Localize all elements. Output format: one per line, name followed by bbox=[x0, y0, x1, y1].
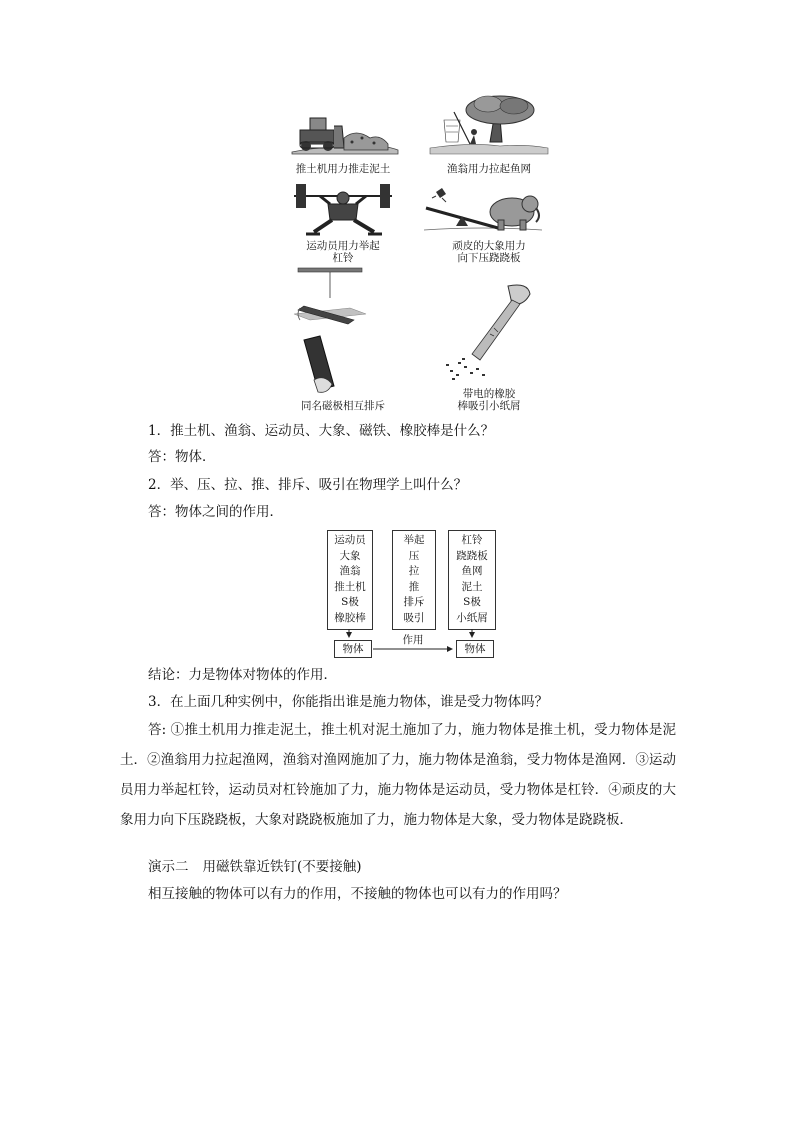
diagram-object-item: S极 bbox=[463, 596, 481, 609]
demo-label: 演示二 bbox=[148, 859, 189, 875]
weightlifter-illustration bbox=[290, 182, 396, 238]
bulldozer-caption: 推土机用力推走泥土 bbox=[295, 163, 391, 175]
fisherman-illustration bbox=[430, 92, 548, 156]
diagram-object-item: 小纸屑 bbox=[456, 611, 488, 624]
diagram-subject-item: 运动员 bbox=[334, 534, 366, 546]
charged-rod-illustration bbox=[438, 282, 534, 382]
diagram-right-object-box: 物体 bbox=[456, 640, 494, 658]
elephant-seesaw-illustration bbox=[422, 186, 544, 236]
answer-2: 答：物体之间的作用． bbox=[148, 504, 283, 520]
bulldozer-illustration bbox=[290, 108, 400, 158]
diagram-subject-item: 大象 bbox=[339, 549, 361, 562]
elephant-caption-line1: 顽皮的大象用力 bbox=[452, 240, 526, 252]
diagram-action-item: 吸引 bbox=[403, 611, 425, 624]
demo-text: 用磁铁靠近铁钉(不要接触) bbox=[202, 859, 362, 875]
final-question: 相互接触的物体可以有力的作用，不接触的物体也可以有力的作用吗？ bbox=[148, 886, 567, 902]
diagram-object-item: 泥土 bbox=[461, 580, 483, 593]
diagram-subject-item: 推土机 bbox=[334, 580, 366, 593]
fisherman-caption: 渔翁用力拉起鱼网 bbox=[447, 163, 531, 175]
rod-caption-line2: 棒吸引小纸屑 bbox=[457, 400, 521, 412]
elephant-caption-line2: 向下压跷跷板 bbox=[457, 252, 521, 264]
diagram-subject-item: S极 bbox=[341, 596, 359, 609]
weightlifter-caption-line1: 运动员用力举起 bbox=[306, 240, 380, 252]
diagram-action-item: 举起 bbox=[403, 534, 425, 546]
diagram-object-item: 杠铃 bbox=[461, 534, 483, 546]
answer-3: 答: ①推土机用力推走泥土，推土机对泥土施加了力，施力物体是推土机，受力物体是泥土．②渔翁用力拉起渔网，渔翁对渔网施加了力，施力物体是渔翁，受力物体是渔网．③运动员用力举起杠铃，运动员对杠铃施加了力，施力物体是运动员，受力物体是杠铃．④顽皮的大象用力向下压跷跷板，大象对跷跷板施加了力，施力物体是大象，受力物体是跷跷板． bbox=[120, 722, 676, 828]
rod-caption-line1: 带电的橡胶 bbox=[462, 388, 516, 400]
diagram-subject-item: 橡胶棒 bbox=[334, 611, 366, 624]
conclusion: 结论：力是物体对物体的作用． bbox=[148, 667, 337, 683]
diagram-arrow-label: 作用 bbox=[402, 634, 424, 646]
magnets-illustration bbox=[290, 268, 370, 398]
magnets-caption: 同名磁极相互排斥 bbox=[301, 400, 385, 412]
diagram-left-object-box: 物体 bbox=[334, 640, 372, 658]
diagram-object-item: 跷跷板 bbox=[456, 549, 488, 562]
diagram-action-item: 压 bbox=[408, 549, 420, 562]
diagram-action-item: 拉 bbox=[408, 565, 420, 578]
diagram-object-item: 鱼网 bbox=[461, 565, 483, 578]
diagram-subject-item: 渔翁 bbox=[339, 565, 361, 578]
answer-1: 答：物体． bbox=[148, 449, 216, 465]
diagram-action-box bbox=[392, 530, 436, 630]
demo-heading bbox=[148, 857, 362, 877]
diagram-object-box bbox=[448, 530, 496, 630]
diagram-subject-box bbox=[327, 530, 373, 630]
question-2: 2．举、压、拉、推、排斥、吸引在物理学上叫什么？ bbox=[148, 477, 468, 493]
weightlifter-caption-line2: 杠铃 bbox=[332, 252, 354, 264]
diagram-action-item: 排斥 bbox=[403, 596, 425, 609]
diagram-action-item: 推 bbox=[408, 580, 420, 593]
question-3: 3．在上面几种实例中，你能指出谁是施力物体，谁是受力物体吗？ bbox=[148, 694, 549, 710]
question-1: 1．推土机、渔翁、运动员、大象、磁铁、橡胶棒是什么？ bbox=[148, 423, 495, 439]
